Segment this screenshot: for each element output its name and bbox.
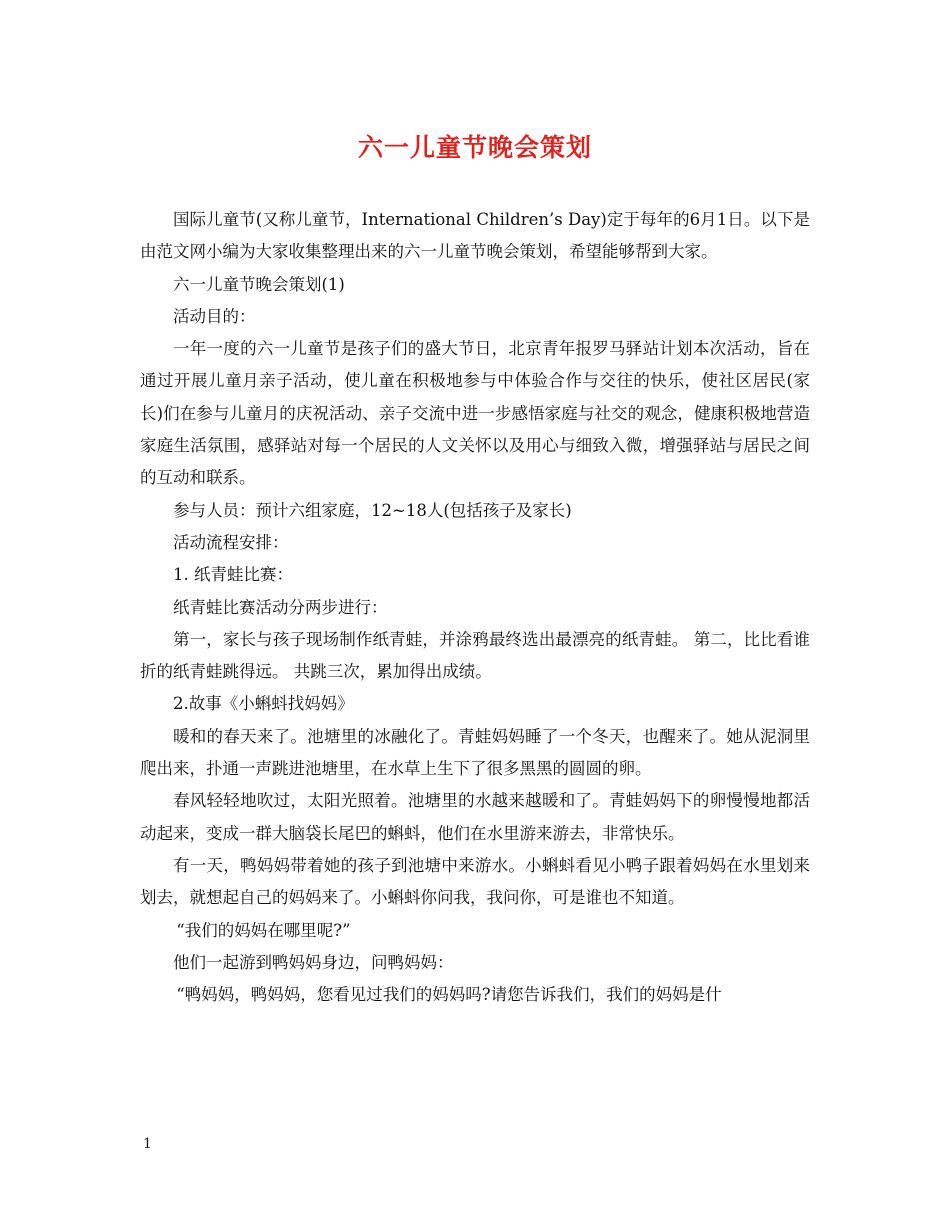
schedule-label: 活动流程安排：	[173, 532, 289, 552]
story-paragraph: 有一天，鸭妈妈带着她的孩子到池塘中来游水。小蝌蚪看见小鸭子跟着妈妈在水里划来划去，就想起自己的妈妈来了。小蝌蚪你问我，我问你，可是谁也不知道。	[140, 855, 810, 908]
story-quote: “我们的妈妈在哪里呢?”	[176, 920, 351, 940]
story-paragraph: 暖和的春天来了。池塘里的冰融化了。青蛙妈妈睡了一个冬天，也醒来了。她从泥洞里爬出来，扑通一声跳进池塘里，在水草上生下了很多黑黑的圆圆的卵。	[140, 726, 810, 779]
item-1-intro: 纸青蛙比赛活动分两步进行：	[173, 597, 388, 617]
item-2-heading: 2.故事《小蝌蚪找妈妈》	[173, 694, 354, 714]
page-number: 1	[143, 1136, 152, 1152]
document-title: 六一儿童节晚会策划	[357, 133, 592, 162]
intro-paragraph: 国际儿童节(又称儿童节，International Children’s Day)定于每年的6月1日。以下是由范文网小编为大家收集整理出来的六一儿童节晚会策划，希望能够帮到大家。	[140, 210, 810, 262]
story-paragraph: 春风轻轻地吹过，太阳光照着。池塘里的水越来越暖和了。青蛙妈妈下的卵慢慢地都活动起来，变成一群大脑袋长尾巴的蝌蚪，他们在水里游来游去，非常快乐。	[140, 791, 810, 843]
purpose-label: 活动目的：	[173, 306, 256, 326]
story-paragraph: 他们一起游到鸭妈妈身边，问鸭妈妈：	[173, 952, 454, 972]
story-quote: “鸭妈妈，鸭妈妈，您看见过我们的妈妈吗?请您告诉我们，我们的妈妈是什	[176, 985, 722, 1005]
participants-paragraph: 参与人员：预计六组家庭，12~18人(包括孩子及家长)	[173, 500, 572, 520]
item-1-heading: 1. 纸青蛙比赛：	[173, 565, 293, 585]
purpose-paragraph: 一年一度的六一儿童节是孩子们的盛大节日，北京青年报罗马驿站计划本次活动，旨在通过开展儿童月亲子活动，使儿童在积极地参与中体验合作与交往的快乐，使社区居民(家长)们在参与儿童月的庆祝活动、亲子交流中进一步感悟家庭与社交的观念，健康积极地营造家庭生活氛围，感驿站对每一个居民的人文关怀以及用心与细致入微，增强驿站与居民之间的互动和联系。	[140, 339, 810, 488]
document-body	[140, 204, 810, 1011]
section-heading: 六一儿童节晚会策划(1)	[173, 274, 345, 294]
item-1-steps: 第一，家长与孩子现场制作纸青蛙，并涂鸦最终选出最漂亮的纸青蛙。 第二，比比看谁折的纸青蛙跳得远。 共跳三次，累加得出成绩。	[140, 629, 810, 682]
